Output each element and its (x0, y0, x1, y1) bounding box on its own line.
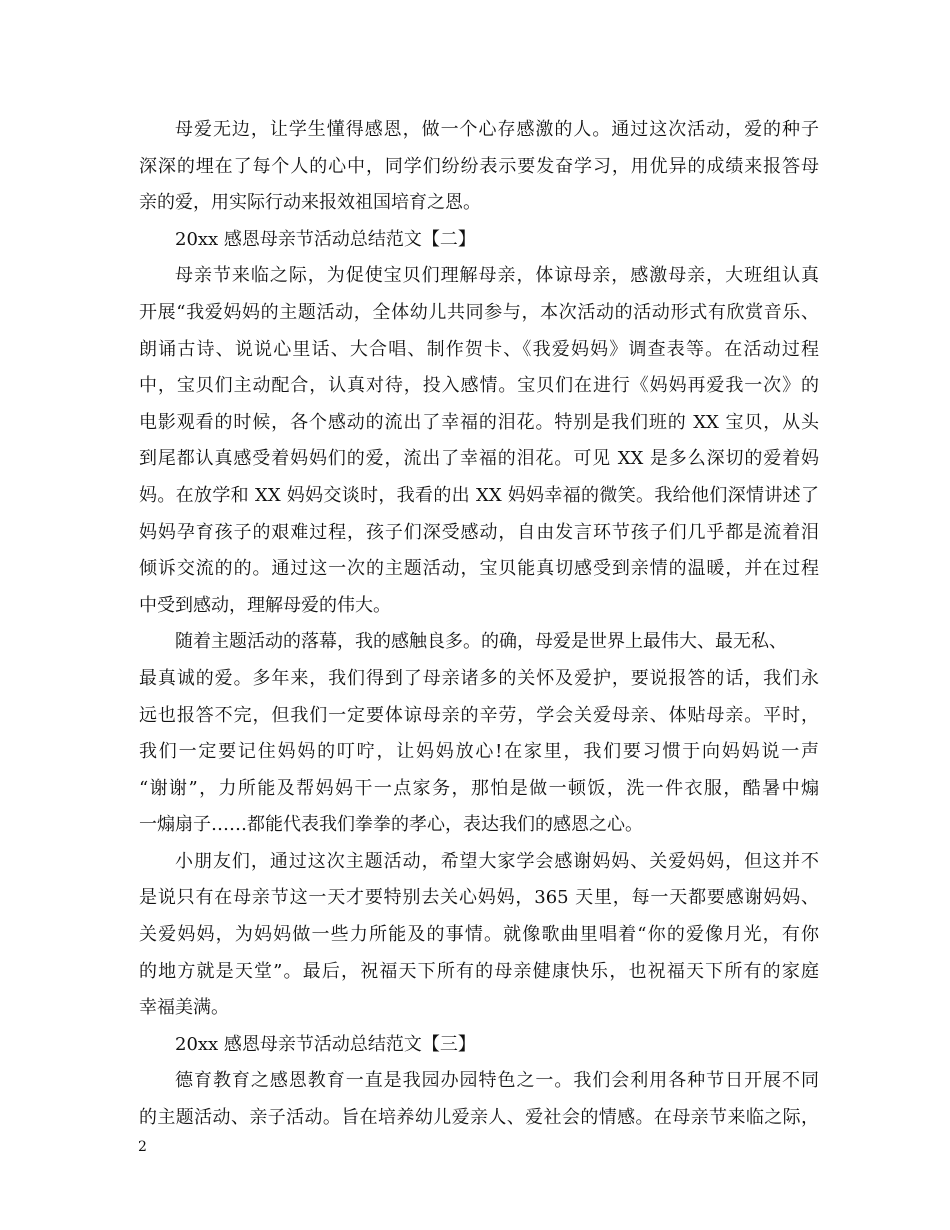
paragraph-line: 是说只有在母亲节这一天才要特别去关心妈妈，365 天里，每一天都要感谢妈妈、 (139, 887, 819, 909)
paragraph-line: 关爱妈妈，为妈妈做一些力所能及的事情。就像歌曲里唱着“你的爱像月光，有你 (139, 924, 819, 946)
paragraph-line: 一煽扇子……都能代表我们拳拳的孝心，表达我们的感恩之心。 (139, 814, 643, 836)
paragraph-line: 的地方就是天堂”。最后，祝福天下所有的母亲健康快乐，也祝福天下所有的家庭 (139, 960, 819, 982)
paragraph-line: “谢谢”，力所能及帮妈妈干一点家务，那怕是做一顿饭，洗一件衣服，酷暑中煽 (139, 777, 819, 799)
paragraph-line: 最真诚的爱。多年来，我们得到了母亲诸多的关怀及爱护，要说报答的话，我们永 (139, 667, 819, 689)
paragraph-line: 中受到感动，理解母爱的伟大。 (139, 594, 391, 616)
paragraph-line: 妈。在放学和 XX 妈妈交谈时，我看的出 XX 妈妈幸福的微笑。我给他们深情讲述了 (139, 484, 819, 506)
paragraph-line: 朗诵古诗、说说心里话、大合唱、制作贺卡、《我爱妈妈》调查表等。在活动过程 (139, 338, 819, 360)
paragraph-line: 倾诉交流的的。通过这一次的主题活动，宝贝能真切感受到亲情的温暖，并在过程 (139, 558, 819, 580)
paragraph-line: 深深的埋在了每个人的心中，同学们纷纷表示要发奋学习，用优异的成绩来报答母 (139, 155, 819, 177)
paragraph-line: 中，宝贝们主动配合，认真对待，投入感情。宝贝们在进行《妈妈再爱我一次》的 (139, 375, 819, 397)
paragraph-line: 小朋友们，通过这次主题活动，希望大家学会感谢妈妈、关爱妈妈，但这并不 (175, 850, 819, 872)
paragraph-line: 开展“我爱妈妈的主题活动，全体幼儿共同参与，本次活动的活动形式有欣赏音乐、 (139, 301, 819, 323)
paragraph-line: 我们一定要记住妈妈的叮咛，让妈妈放心!在家里，我们要习惯于向妈妈说一声 (139, 741, 819, 763)
section-heading: 20xx 感恩母亲节活动总结范文【三】 (175, 1033, 476, 1055)
section-heading: 20xx 感恩母亲节活动总结范文【二】 (175, 228, 476, 250)
paragraph-line: 母亲节来临之际，为促使宝贝们理解母亲，体谅母亲，感激母亲，大班组认真 (175, 265, 819, 287)
paragraph-line: 德育教育之感恩教育一直是我园办园特色之一。我们会利用各种节日开展不同 (175, 1070, 819, 1092)
document-body (139, 112, 819, 1137)
paragraph-line: 到尾都认真感受着妈妈们的爱，流出了幸福的泪花。可见 XX 是多么深切的爱着妈 (139, 448, 819, 470)
paragraph-line: 电影观看的时候，各个感动的流出了幸福的泪花。特别是我们班的 XX 宝贝，从头 (139, 411, 819, 433)
paragraph-line: 的主题活动、亲子活动。旨在培养幼儿爱亲人、爱社会的情感。在母亲节来临之际， (139, 1107, 819, 1129)
paragraph-line: 随着主题活动的落幕，我的感触良多。的确，母爱是世界上最伟大、最无私、 (175, 631, 787, 653)
paragraph-line: 母爱无边，让学生懂得感恩，做一个心存感激的人。通过这次活动，爱的种子 (175, 119, 819, 140)
paragraph-line: 远也报答不完，但我们一定要体谅母亲的辛劳，学会关爱母亲、体贴母亲。平时， (139, 704, 819, 726)
paragraph-line: 亲的爱，用实际行动来报效祖国培育之恩。 (139, 192, 481, 214)
paragraph-line: 妈妈孕育孩子的艰难过程，孩子们深受感动，自由发言环节孩子们几乎都是流着泪 (139, 521, 819, 543)
page-number: 2 (138, 1139, 147, 1155)
paragraph-line: 幸福美满。 (139, 997, 229, 1019)
